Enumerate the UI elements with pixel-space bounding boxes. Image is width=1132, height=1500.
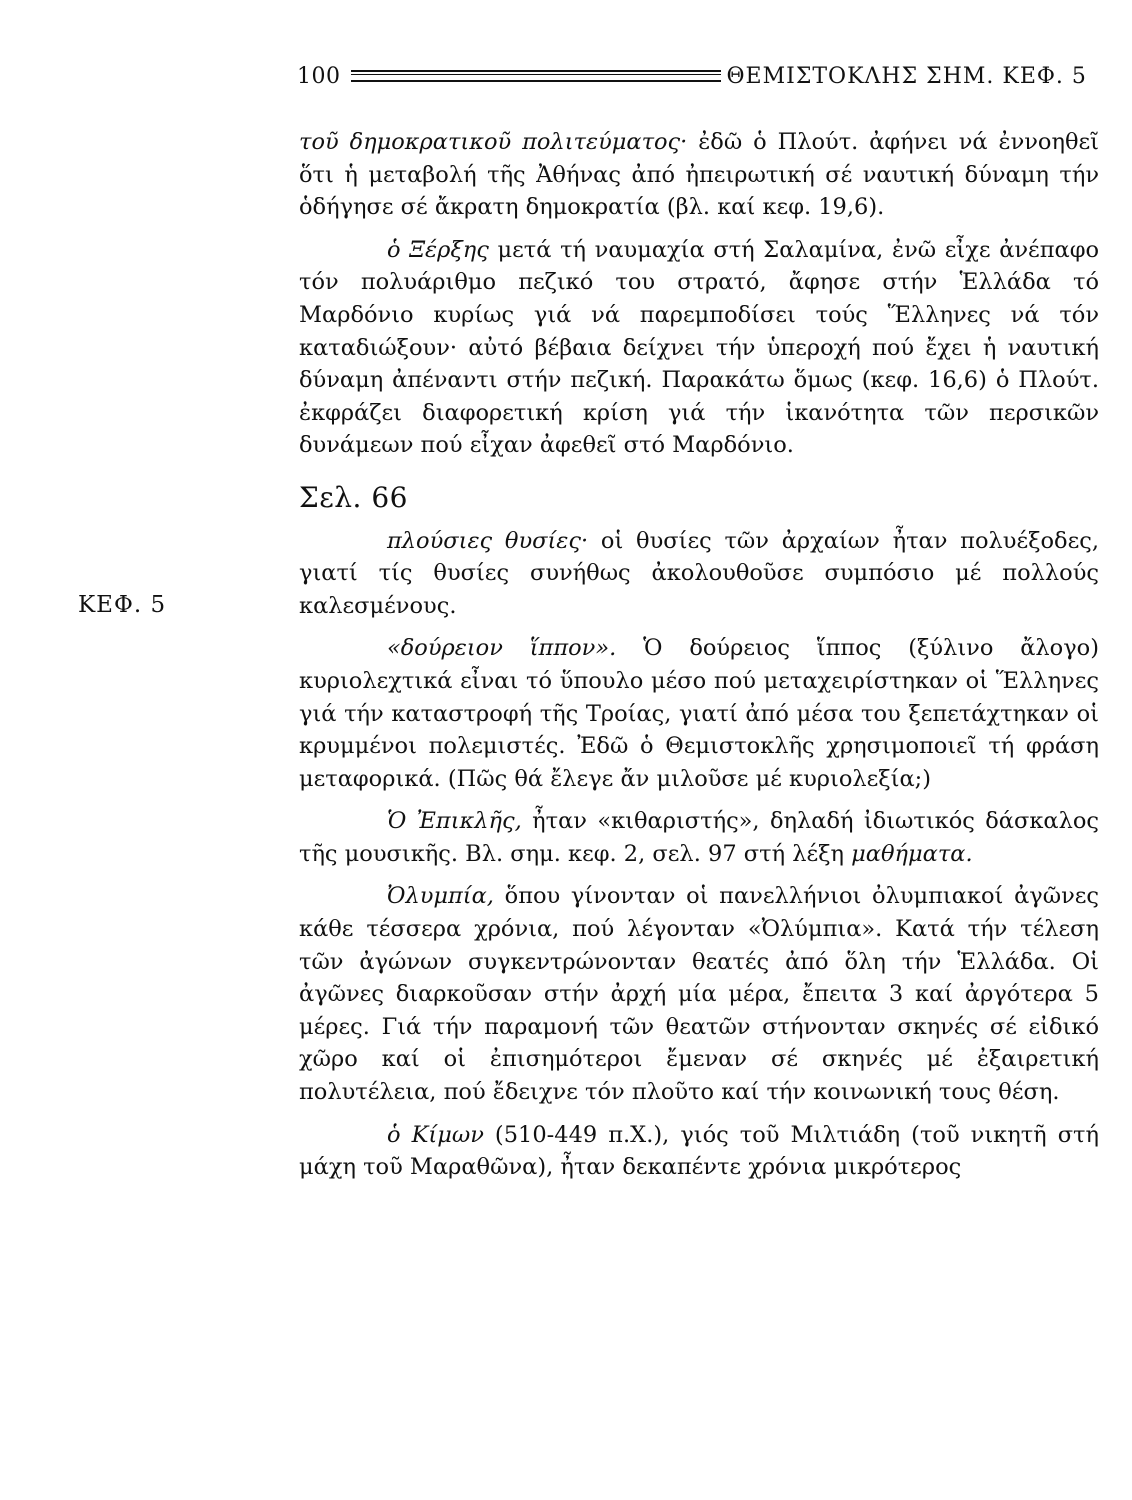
note-text: (510-449 π.Χ.), γιός τοῦ Μιλτιάδη (τοῦ νικητῆ στή μάχη τοῦ Μαραθῶνα), ἦταν δεκαπέντε χρόνια μικρότερος xyxy=(299,1121,1099,1181)
margin-chapter-ref: ΚΕΦ. 5 xyxy=(78,592,167,618)
section-heading: Σελ. 66 xyxy=(299,480,408,514)
note-term: Ὁ Ἐπικλῆς, xyxy=(387,808,522,835)
note-term: τοῦ δημοκρατικοῦ πολιτεύματος· xyxy=(299,129,688,155)
note-paragraph-1 xyxy=(299,126,1099,224)
note-text: Ὁ δούρειος ἵππος (ξύλινο ἄλογο) κυριολεχτικά εἶναι τό ὕπουλο μέσο πού μεταχειρίστηκαν οἱ Ἕλληνες γιά τήν καταστροφή τῆς Τροίας, γιατί ἀπό μέσα του ξεπετάχτηκαν οἱ κρυμμένοι πολεμιστές. Ἐδῶ ὁ Θεμιστοκλῆς χρησιμοποιεῖ τή φράση μεταφορικά. (Πῶς θά ἔλεγε ἄν μιλοῦσε μέ κυριολεξία;) xyxy=(299,635,1099,792)
note-paragraph-5 xyxy=(299,805,1099,870)
note-term: ὁ Κίμων xyxy=(387,1121,484,1148)
note-term: «δούρειον ἵππον». xyxy=(387,635,617,662)
page-header xyxy=(297,58,1097,94)
note-paragraph-7 xyxy=(299,1119,1099,1184)
note-term: μαθήματα. xyxy=(851,840,973,867)
note-text: ὅπου γίνονταν οἱ πανελλήνιοι ὀλυμπιακοί ἀγῶνες κάθε τέσσερα χρόνια, πού λέγονταν «Ὀλύμπια». Κατά τήν τέλεση τῶν ἀγώνων συγκεντρώνονταν θεατές ἀπό ὅλη τήν Ἑλλάδα. Οἱ ἀγῶνες διαρκοῦσαν στήν ἀρχή μία μέρα, ἔπειτα 3 καί ἀργότερα 5 μέρες. Γιά τήν παραμονή τῶν θεατῶν στήνονταν σκηνές σέ εἰδικό χῶρο καί οἱ ἐπισημότεροι ἔμεναν σέ σκηνές μέ ἐξαιρετική πολυτέλεια, πού ἔδειχνε τόν πλοῦτο καί τήν κοινωνική τους θέση. xyxy=(299,883,1099,1106)
note-term: πλούσιες θυσίες· xyxy=(387,527,589,554)
note-text: ἦταν «κιθαριστής», δηλαδή ἰδιωτικός δάσκαλος τῆς μουσικῆς. Βλ. σημ. κεφ. 2, σελ. 97 στή λέξη xyxy=(299,808,1100,867)
note-paragraph-6 xyxy=(299,880,1099,1108)
note-paragraph-4 xyxy=(299,632,1099,795)
note-text: μετά τή ναυμαχία στή Σαλαμίνα, ἐνῶ εἶχε ἀνέπαφο τόν πολυάριθμο πεζικό του στρατό, ἄφησε στήν Ἑλλάδα τό Μαρδόνιο κυρίως γιά νά παρεμποδίσει τούς Ἕλληνες νά τόν καταδιώξουν· αὐτό βέβαια δείχνει τήν ὑπεροχή πού ἔχει ἡ ναυτική δύναμη ἀπέναντι στήν πεζική. Παρακάτω ὅμως (κεφ. 16,6) ὁ Πλούτ. ἐκφράζει διαφορετική κρίση γιά τήν ἱκανότητα τῶν περσικῶν δυνάμεων πού εἶχαν ἀφεθεῖ στό Μαρδόνιο. xyxy=(299,236,1099,459)
note-text: ἐδῶ ὁ Πλούτ. ἀφήνει νά ἐννοηθεῖ ὅτι ἡ μεταβολή τῆς Ἀθήνας ἀπό ἠπειρωτική σέ ναυτική δύναμη τήν ὁδήγησε σέ ἄκρατη δημοκρατία (βλ. καί κεφ. 19,6). xyxy=(299,129,1099,221)
note-paragraph-3 xyxy=(299,525,1099,623)
page-number: 100 xyxy=(297,63,341,89)
note-paragraph-2 xyxy=(299,234,1099,462)
header-rule xyxy=(351,70,721,82)
note-text: οἱ θυσίες τῶν ἀρχαίων ἦταν πολυέξοδες, γιατί τίς θυσίες συνήθως ἀκολουθοῦσε συμπόσιο μέ πολλούς καλεσμένους. xyxy=(299,527,1100,619)
running-title: ΘΕΜΙΣΤΟΚΛΗΣ ΣΗΜ. ΚΕΦ. 5 xyxy=(726,63,1087,89)
note-term: ὁ Ξέρξης xyxy=(387,236,489,263)
notes-column xyxy=(299,126,1099,1184)
note-term: Ὀλυμπία, xyxy=(387,883,494,910)
